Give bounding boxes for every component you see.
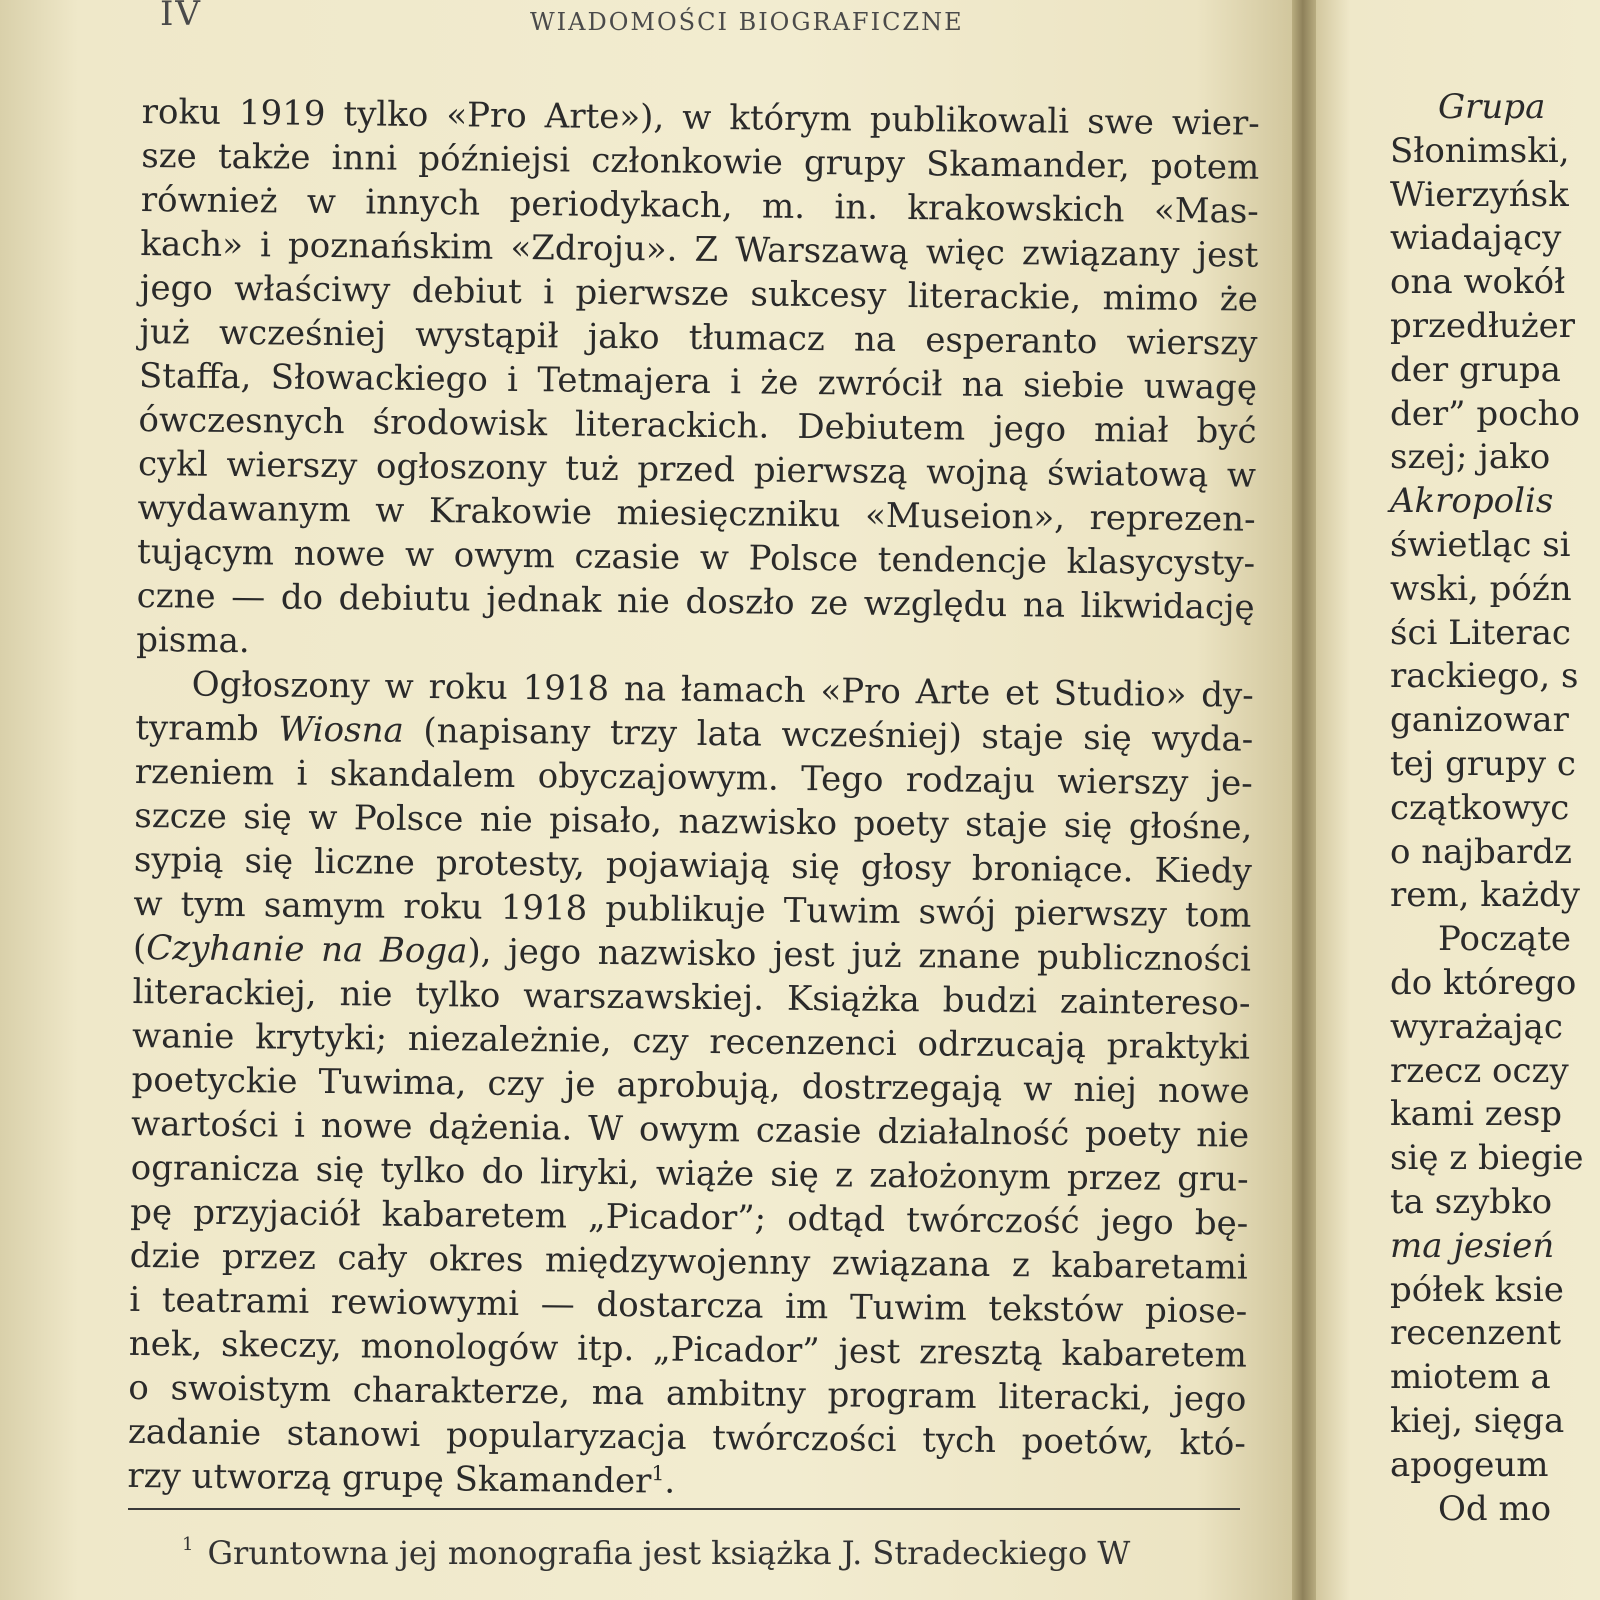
text-line: Akropolis	[1390, 481, 1554, 522]
text-line: szcze się w Polsce nie pisało, nazwisko poety staje się głośne,	[134, 795, 1253, 848]
text-line: świetląc si	[1390, 524, 1571, 565]
text-segment: (	[132, 927, 147, 969]
text-line: rem, każdy	[1390, 875, 1580, 916]
title-czyhanie: Czyhanie na Boga	[146, 928, 468, 972]
text-segment: tyramb	[135, 707, 279, 750]
text-line: Staffa, Słowackiego i Tetmajera i że zwrócił na siebie uwagę	[138, 355, 1258, 408]
text-line: o swoistym charakterze, ma ambitny program literacki, jego	[128, 1367, 1247, 1420]
text-line: ganizowar	[1390, 700, 1569, 741]
text-line: Począte	[1438, 919, 1571, 960]
right-page-text	[1390, 86, 1600, 1531]
text-segment: .	[664, 1461, 676, 1502]
text-line: Ogłoszony w roku 1918 na łamach «Pro Arte et Studio» dy-	[191, 664, 1254, 716]
text-line: ówczesnych środowisk literackich. Debiutem jego miał być	[138, 399, 1257, 452]
text-line: roku 1919 tylko «Pro Arte»), w którym publikowali swe wier-	[141, 91, 1260, 144]
text-line: rzecz oczy	[1390, 1050, 1569, 1091]
text-line: się z biegie	[1390, 1138, 1584, 1179]
text-line: już wcześniej wystąpił jako tłumacz na esperanto wierszy	[139, 311, 1258, 364]
paragraph-2	[127, 662, 1254, 1510]
right-page	[1316, 0, 1600, 1600]
text-line: nek, skeczy, monologów itp. „Picador” jest zresztą kabaretem	[128, 1323, 1248, 1376]
text-line: szej; jako	[1390, 437, 1551, 478]
running-head	[160, 0, 1260, 44]
text-line: ogranicza się tylko do liryki, wiąże się z założonym przez gru-	[130, 1147, 1249, 1200]
text-line: sze także inni późniejsi członkowie grupy Skamander, potem	[141, 135, 1260, 188]
text-line: wyrażając	[1390, 1006, 1563, 1047]
text-line: tującym nowe w owym czasie w Polsce tendencje klasycysty-	[136, 531, 1256, 584]
text-line: apogeum	[1390, 1444, 1549, 1485]
text-line: rzeniem i skandalem obyczajowym. Tego rodzaju wierszy je-	[134, 751, 1254, 804]
text-line: cykl wierszy ogłoszony tuż przed pierwszą wojną światową w	[137, 443, 1257, 496]
text-line: ta szybko	[1390, 1181, 1553, 1222]
text-segment: ), jego nazwisko jest już znane publiczności	[467, 931, 1252, 980]
text-line: sypią się liczne protesty, pojawiają się głosy broniące. Kiedy	[133, 839, 1253, 892]
footnote-rule	[128, 1508, 1240, 1510]
text-line: kami zesp	[1390, 1094, 1563, 1135]
text-line: kiej, sięga	[1390, 1400, 1565, 1441]
text-line: wydawanym w Krakowie miesięczniku «Museion», reprezen-	[137, 487, 1256, 540]
text-segment: Grupa	[1438, 87, 1546, 127]
text-line: czne — do debiutu jednak nie doszło ze względu na likwidację	[136, 575, 1255, 628]
text-line: czątkowyc	[1390, 787, 1570, 828]
paragraph-1	[136, 90, 1260, 674]
text-line: ona wokół	[1390, 262, 1566, 303]
text-line: recenzent	[1390, 1313, 1562, 1354]
text-line: der” pocho	[1390, 393, 1580, 434]
text-line: wiadający	[1390, 218, 1562, 259]
text-line	[1390, 86, 1600, 130]
body-text	[127, 90, 1260, 1510]
text-line: pę przyjaciół kabaretem „Picador”; odtąd twórczość jego bę-	[130, 1191, 1249, 1244]
text-line: der grupa	[1390, 349, 1561, 390]
text-line: w tym samym roku 1918 publikuje Tuwim swój pierwszy tom	[133, 883, 1252, 936]
text-line: poetyckie Tuwima, czy je aprobują, dostrzegają w niej nowe	[131, 1059, 1250, 1112]
text-line: Słonimski,	[1390, 130, 1570, 171]
text-line: przedłużer	[1390, 305, 1576, 346]
text-line: ma jesień	[1390, 1225, 1555, 1266]
footnote-reference: 1	[651, 1461, 665, 1486]
text-line: miotem a	[1390, 1357, 1551, 1398]
text-line: pisma.	[136, 619, 250, 662]
text-line: rackiego, s	[1390, 656, 1579, 697]
footnote-text: Gruntowna jej monografia jest książka J. Stradeckiego W	[207, 1534, 1131, 1572]
footnote-marker: 1	[182, 1534, 194, 1555]
text-line: kach» i poznańskim «Zdroju». Z Warszawą więc związany jest	[140, 223, 1259, 276]
text-line: wanie krytyki; niezależnie, czy recenzenci odrzucają praktyki	[131, 1015, 1251, 1068]
text-line: półek ksie	[1390, 1269, 1564, 1310]
text-line: wski, późn	[1390, 568, 1572, 609]
text-line: wartości i nowe dążenia. W owym czasie działalność poety nie	[130, 1103, 1250, 1156]
text-line: o najbardz	[1390, 831, 1572, 872]
running-title: WIADOMOŚCI BIOGRAFICZNE	[530, 8, 964, 36]
text-line: zadanie stanowi popularyzacja twórczości tych poetów, któ-	[127, 1411, 1247, 1464]
text-line: tej grupy c	[1390, 743, 1576, 784]
text-line: jego właściwy debiut i pierwsze sukcesy literackie, mimo że	[139, 267, 1259, 320]
text-line: Od mo	[1438, 1488, 1552, 1529]
page-number: IV	[160, 0, 202, 34]
footnote	[182, 1534, 1272, 1600]
text-segment: rzy utworzą grupę Skamander	[127, 1455, 652, 1502]
text-line: literackiej, nie tylko warszawskiej. Książka budzi zaintereso-	[132, 971, 1251, 1024]
text-segment: (napisany trzy lata wcześniej) staje się wyda-	[403, 710, 1254, 760]
text-line: również w innych periodykach, m. in. krakowskich «Mas-	[140, 179, 1259, 232]
book-gutter	[1292, 0, 1316, 1600]
title-wiosna: Wiosna	[278, 709, 404, 751]
text-line: dzie przez cały okres międzywojenny związana z kabaretami	[129, 1235, 1248, 1288]
text-line: do którego	[1390, 962, 1577, 1003]
text-line: Wierzyńsk	[1390, 174, 1569, 215]
text-line: ści Literac	[1390, 612, 1571, 653]
text-line: i teatrami rewiowymi — dostarcza im Tuwim tekstów piose-	[129, 1279, 1248, 1332]
